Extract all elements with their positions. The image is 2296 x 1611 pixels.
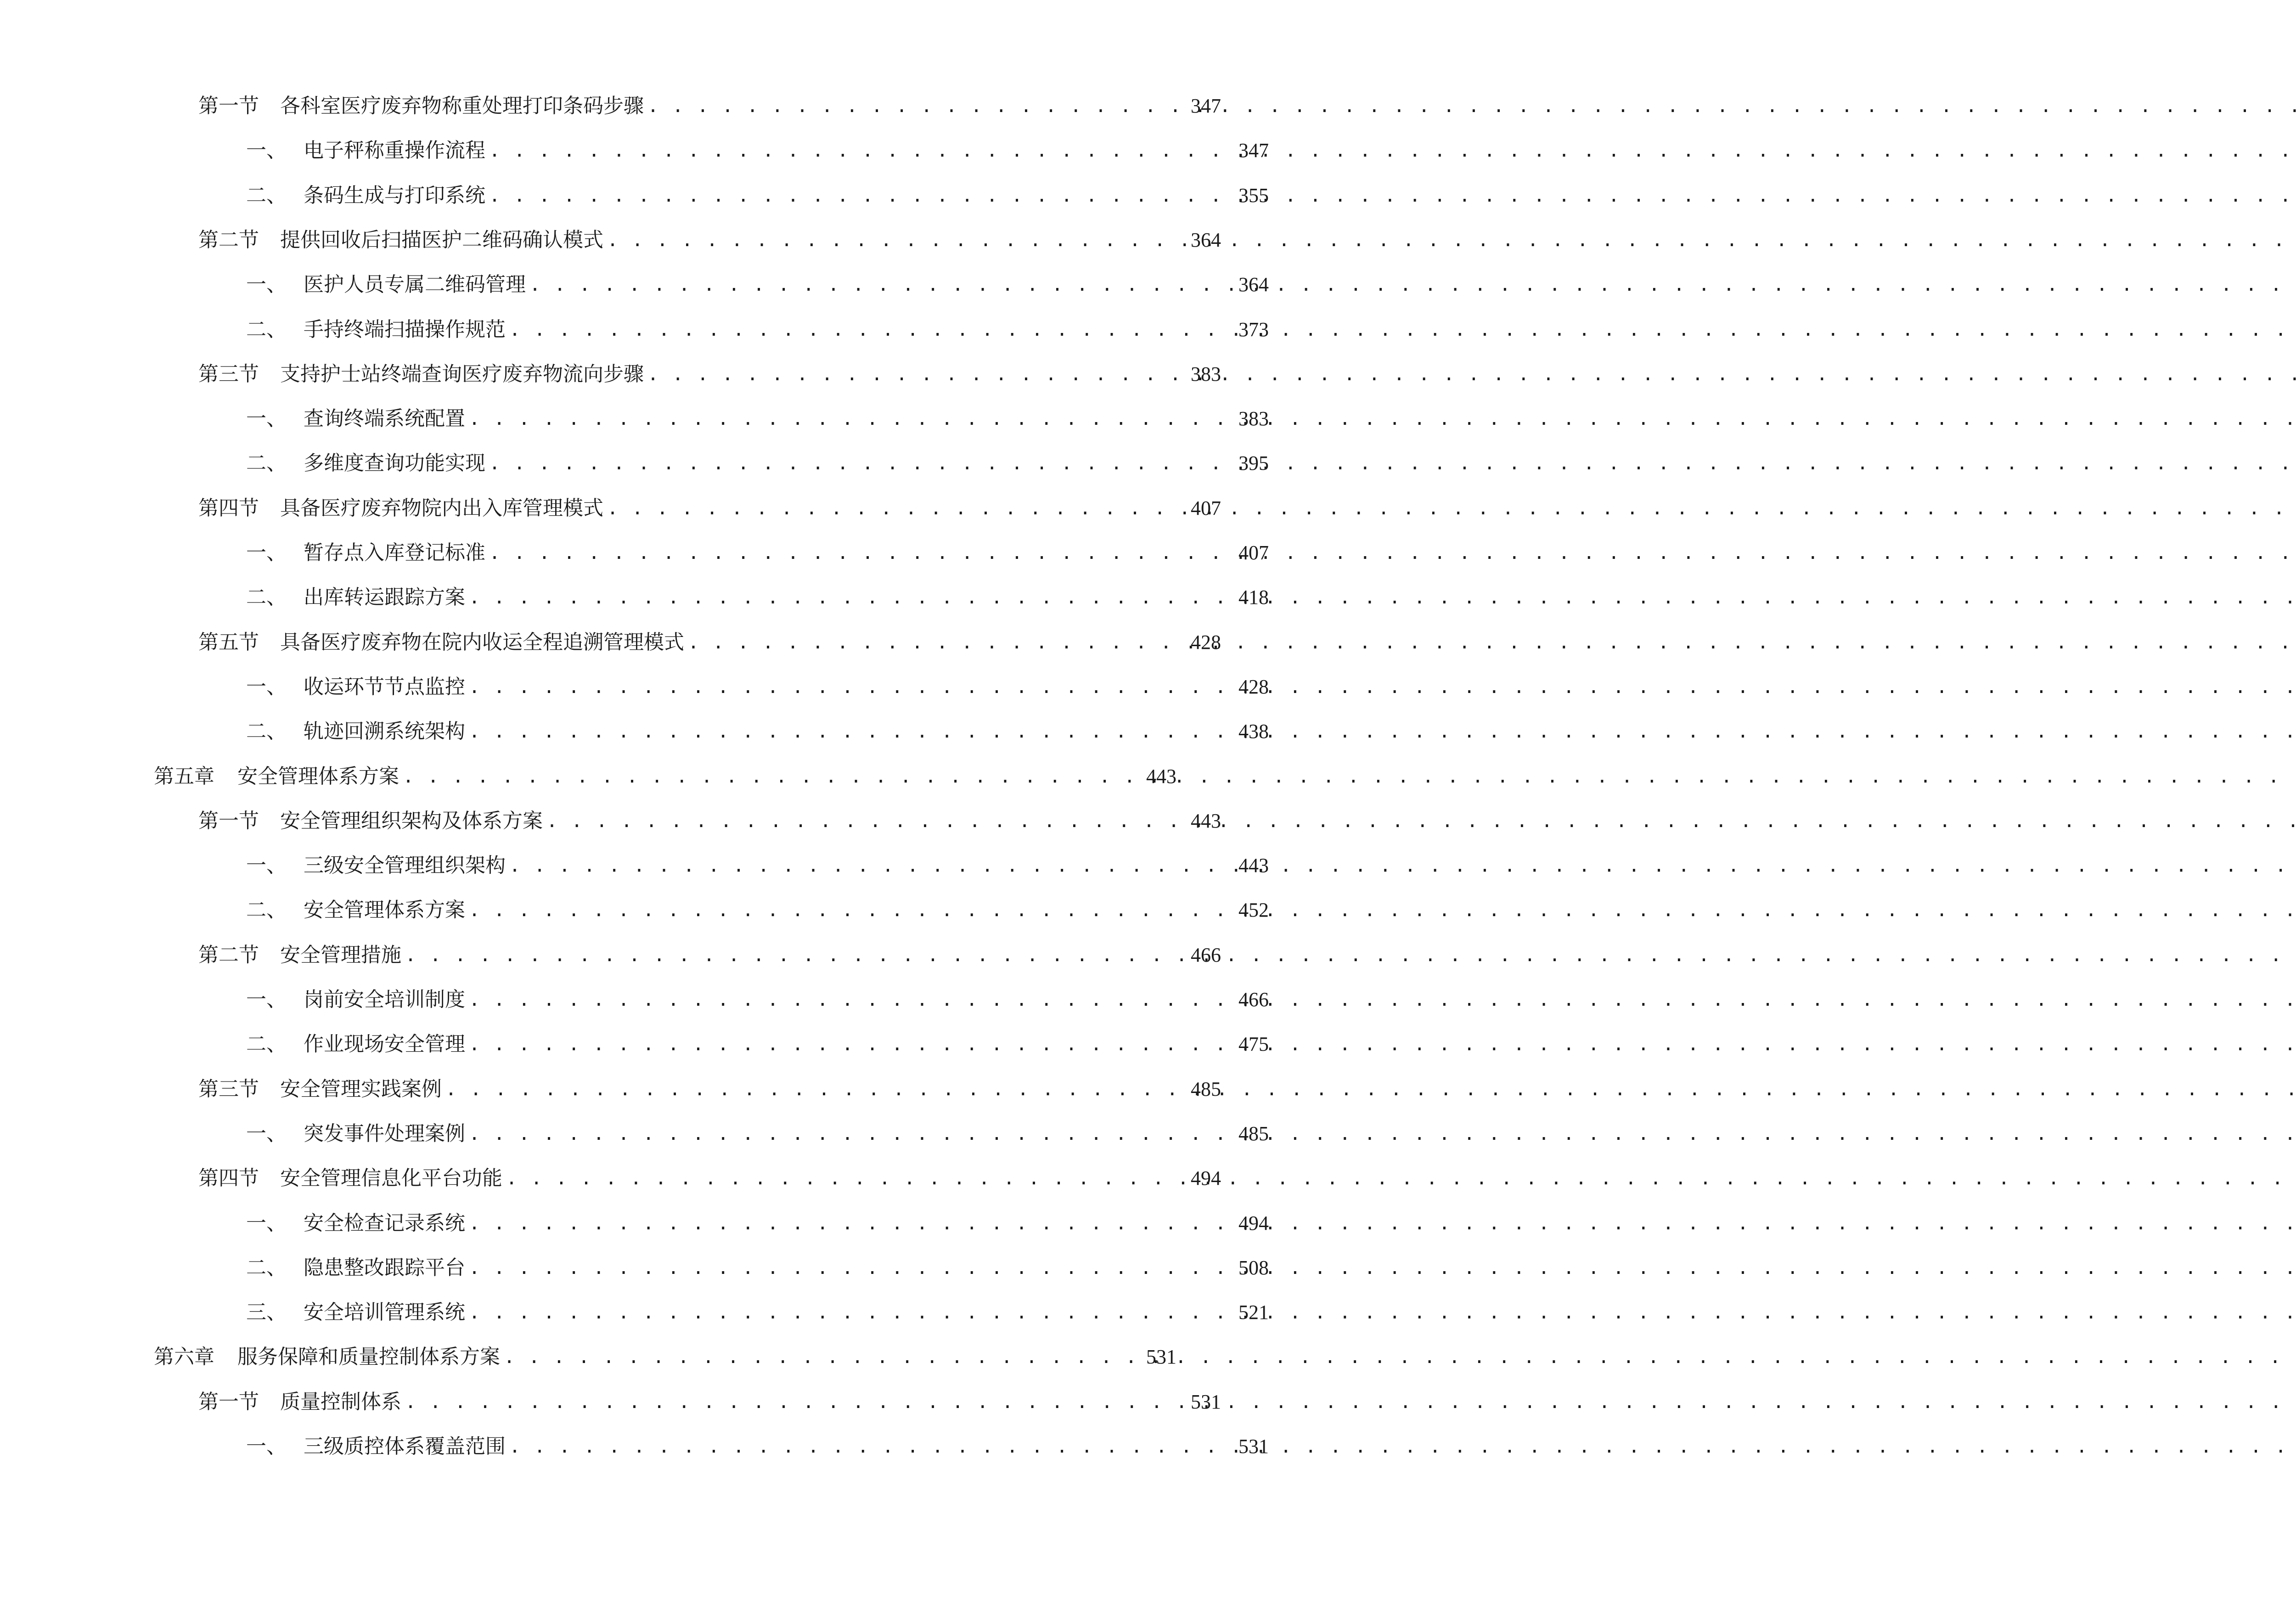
toc-entry-title: 隐患整改跟踪平台 [304,1256,465,1279]
toc-entry-page-number: 521 [1238,1301,1269,1324]
toc-entry-number: 一、 [246,1211,287,1235]
toc-dot-leader [647,88,1176,124]
toc-entry-number: 二、 [246,586,287,609]
toc-entry-page-number: 364 [1238,273,1269,296]
toc-dot-leader [469,1205,1224,1242]
toc-entry-page-number: 494 [1238,1212,1269,1234]
toc-entry[interactable] [0,803,1338,839]
toc-entry[interactable] [0,356,1338,393]
toc-entry[interactable] [0,535,1385,571]
toc-entry-page-number: 531 [1146,1346,1176,1368]
toc-dot-leader [469,1115,1224,1152]
toc-entry-number: 第六章 [154,1345,214,1369]
toc-entry-title: 收运环节节点监控 [304,675,465,698]
toc-entry-page-number: 355 [1238,184,1269,207]
toc-dot-leader [509,1428,1224,1465]
toc-entry-title: 条码生成与打印系统 [304,184,485,207]
toc-entry-page-number: 466 [1238,988,1269,1011]
toc-entry[interactable] [0,400,1385,437]
toc-entry[interactable] [0,579,1385,616]
toc-dot-leader [607,490,1176,527]
toc-entry-title: 质量控制体系 [280,1390,401,1414]
toc-entry-title: 三级质控体系覆盖范围 [304,1435,506,1458]
toc-entry[interactable] [0,713,1385,750]
toc-entry-title: 各科室医疗废弃物称重处理打印条码步骤 [280,94,644,118]
toc-entry[interactable] [0,445,1385,482]
toc-entry-number: 第二节 [198,943,259,967]
toc-entry-page-number: 364 [1191,229,1221,251]
toc-entry-page-number: 407 [1191,497,1221,519]
toc-entry-number: 一、 [246,139,287,162]
toc-entry-page-number: 428 [1238,676,1269,698]
toc-entry-number: 三、 [246,1301,287,1324]
toc-entry-title: 服务保障和质量控制体系方案 [237,1345,500,1369]
toc-entry-number: 第二节 [198,228,259,252]
toc-entry-title: 安全管理体系方案 [237,765,399,788]
toc-dot-leader [506,1160,1176,1197]
toc-dot-leader [509,847,1224,884]
toc-entry[interactable] [0,177,1385,214]
toc-entry-title: 暂存点入库登记标准 [304,541,485,564]
toc-entry-number: 二、 [246,451,287,475]
toc-entry-number: 一、 [246,407,287,430]
toc-entry-page-number: 443 [1191,810,1221,832]
toc-entry[interactable] [0,266,1385,303]
toc-entry-number: 一、 [246,273,287,296]
toc-entry-number: 二、 [246,184,287,207]
toc-entry-title: 具备医疗废弃物院内出入库管理模式 [280,496,603,520]
toc-entry-number: 第三节 [198,1077,259,1101]
toc-entry-number: 第一节 [198,809,259,833]
toc-entry-title: 出库转运跟踪方案 [304,586,465,609]
toc-entry[interactable] [0,1026,1385,1063]
toc-entry-title: 具备医疗废弃物在院内收运全程追溯管理模式 [280,631,684,654]
toc-entry-title: 多维度查询功能实现 [304,451,485,475]
toc-dot-leader [546,803,1176,839]
toc-entry-page-number: 347 [1238,139,1269,162]
toc-entry-page-number: 508 [1238,1256,1269,1279]
toc-entry-title: 安全管理信息化平台功能 [280,1166,502,1190]
toc-entry[interactable] [0,937,1338,974]
toc-entry-number: 二、 [246,720,287,743]
toc-entry-page-number: 443 [1238,854,1269,877]
toc-entry-title: 提供回收后扫描医护二维码确认模式 [280,228,603,252]
toc-entry[interactable] [0,132,1385,169]
toc-entry[interactable] [0,1115,1385,1152]
toc-dot-leader [405,1384,1176,1420]
toc-dot-leader [489,177,1224,214]
toc-entry-page-number: 531 [1191,1391,1221,1413]
toc-entry-page-number: 438 [1238,720,1269,743]
toc-entry[interactable] [0,1294,1385,1331]
toc-entry-page-number: 383 [1191,363,1221,385]
toc-entry-number: 二、 [246,318,287,341]
toc-entry-title: 电子秤称重操作流程 [304,139,485,162]
toc-dot-leader [445,1071,1176,1108]
toc-entry-number: 第一节 [198,94,259,118]
toc-entry-number: 第五章 [154,765,214,788]
toc-entry-title: 手持终端扫描操作规范 [304,318,506,341]
toc-entry[interactable] [0,847,1385,884]
toc-entry[interactable] [0,311,1385,348]
toc-entry[interactable] [0,892,1385,929]
toc-dot-leader [489,132,1224,169]
toc-entry-title: 医护人员专属二维码管理 [304,273,526,296]
toc-entry[interactable] [0,1205,1385,1242]
toc-entry-title: 安全管理体系方案 [304,898,465,922]
toc-entry-page-number: 418 [1238,586,1269,608]
toc-dot-leader [469,579,1224,616]
toc-entry-page-number: 466 [1191,944,1221,966]
toc-entry[interactable] [0,1339,1293,1375]
toc-dot-leader [469,1294,1224,1331]
toc-entry[interactable] [0,88,1338,124]
toc-entry-title: 岗前安全培训制度 [304,988,465,1011]
toc-entry-title: 突发事件处理案例 [304,1122,465,1145]
toc-dot-leader [469,713,1224,750]
toc-entry-number: 二、 [246,898,287,922]
toc-entry-page-number: 494 [1191,1167,1221,1189]
toc-entry[interactable] [0,1384,1338,1420]
toc-entry-title: 三级安全管理组织架构 [304,854,506,877]
toc-entry-number: 第三节 [198,362,259,386]
toc-dot-leader [405,937,1176,974]
toc-entry[interactable] [0,981,1385,1018]
toc-entry-number: 一、 [246,1122,287,1145]
toc-entry[interactable] [0,624,1338,661]
toc-entry-number: 第一节 [198,1390,259,1414]
toc-dot-leader [469,1250,1224,1286]
toc-entry-page-number: 531 [1238,1435,1269,1458]
toc-entry-page-number: 373 [1238,318,1269,341]
toc-entry-title: 查询终端系统配置 [304,407,465,430]
toc-entry-number: 第五节 [198,631,259,654]
toc-entry-title: 支持护士站终端查询医疗废弃物流向步骤 [280,362,644,386]
toc-entry-title: 安全管理措施 [280,943,401,967]
toc-entry-number: 一、 [246,541,287,564]
toc-entry[interactable] [0,1160,1338,1197]
toc-entry[interactable] [0,758,1293,795]
toc-dot-leader [688,624,1176,661]
toc-entry-page-number: 428 [1191,631,1221,653]
toc-dot-leader [489,445,1224,482]
toc-entry[interactable] [0,1071,1338,1108]
toc-entry-number: 第四节 [198,496,259,520]
toc-entry[interactable] [0,1250,1385,1286]
toc-entry[interactable] [0,222,1338,259]
toc-dot-leader [504,1339,1131,1375]
toc-dot-leader [607,222,1176,259]
toc-entry-number: 一、 [246,675,287,698]
toc-entry[interactable] [0,669,1385,705]
toc-entry-page-number: 485 [1238,1122,1269,1145]
toc-entry-title: 作业现场安全管理 [304,1032,465,1056]
toc-dot-leader [469,1026,1224,1063]
toc-entry-title: 安全管理组织架构及体系方案 [280,809,543,833]
toc-entry[interactable] [0,1428,1385,1465]
toc-entry-page-number: 383 [1238,407,1269,430]
toc-dot-leader [469,669,1224,705]
toc-dot-leader [469,981,1224,1018]
toc-entry-number: 一、 [246,988,287,1011]
toc-entry-page-number: 485 [1191,1078,1221,1100]
toc-entry-number: 二、 [246,1032,287,1056]
toc-entry-page-number: 475 [1238,1033,1269,1055]
toc-entry-number: 第四节 [198,1166,259,1190]
toc-entry-number: 一、 [246,854,287,877]
toc-entry-page-number: 395 [1238,452,1269,474]
toc-entry-number: 一、 [246,1435,287,1458]
toc-dot-leader [469,892,1224,929]
toc-entry-title: 安全检查记录系统 [304,1211,465,1235]
toc-entry-page-number: 347 [1191,95,1221,117]
toc-entry-title: 轨迹回溯系统架构 [304,720,465,743]
toc-dot-leader [403,758,1131,795]
toc-entry-title: 安全管理实践案例 [280,1077,442,1101]
toc-dot-leader [509,311,1224,348]
toc-entry[interactable] [0,490,1338,527]
toc-entry-page-number: 407 [1238,541,1269,564]
toc-dot-leader [647,356,1176,393]
toc-entry-page-number: 443 [1146,765,1176,788]
toc-dot-leader [469,400,1224,437]
toc-entry-number: 二、 [246,1256,287,1279]
toc-entry-title: 安全培训管理系统 [304,1301,465,1324]
toc-entry-page-number: 452 [1238,899,1269,921]
toc-dot-leader [529,266,1224,303]
toc-dot-leader [489,535,1224,571]
